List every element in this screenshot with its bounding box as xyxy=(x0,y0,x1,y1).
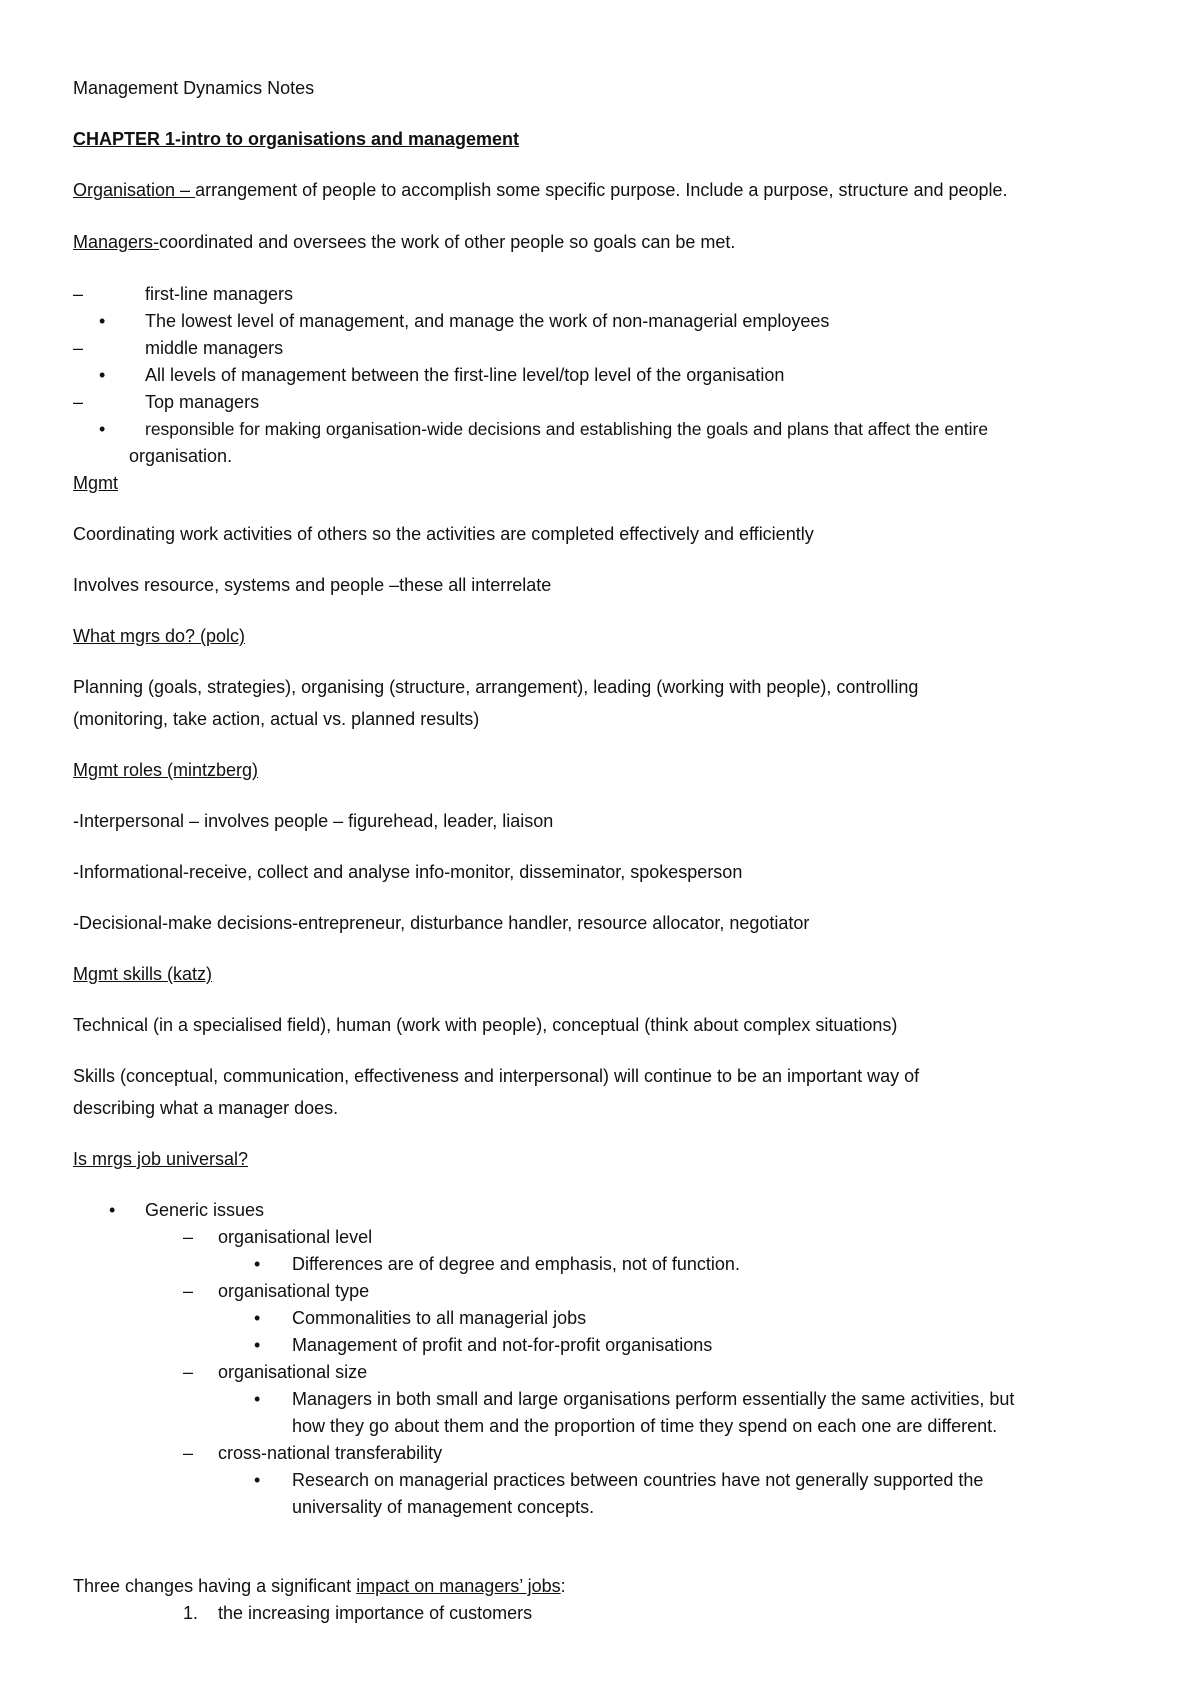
size-bullet-1-line-1: Managers in both small and large organisations perform essentially the same activities, but xyxy=(292,1389,1015,1409)
cross-bullet-1-line-1: Research on managerial practices between countries have not generally supported the xyxy=(292,1470,984,1490)
type-bullet-2: Management of profit and not-for-profit organisations xyxy=(292,1335,713,1355)
bullet-marker: • xyxy=(254,1335,261,1355)
dash-marker: – xyxy=(183,1227,194,1247)
dash-marker: – xyxy=(73,284,84,304)
organisational-level: organisational level xyxy=(218,1227,373,1247)
first-line-managers-label: first-line managers xyxy=(145,284,294,304)
bullet-marker: • xyxy=(254,1470,261,1490)
list-number: 1. xyxy=(183,1603,199,1623)
level-bullet-1: Differences are of degree and emphasis, not of function. xyxy=(292,1254,740,1274)
type-bullet-1: Commonalities to all managerial jobs xyxy=(292,1308,587,1328)
generic-issues: Generic issues xyxy=(145,1200,265,1220)
universal-heading: Is mrgs job universal? xyxy=(73,1149,249,1169)
mgmt-skills-heading: Mgmt skills (katz) xyxy=(73,964,212,984)
role-informational: -Informational-receive, collect and analyse info-monitor, disseminator, spokesperson xyxy=(73,862,743,882)
cross-national-transferability: cross-national transferability xyxy=(218,1443,443,1463)
size-bullet-1-line-2: how they go about them and the proportion of time they spend on each one are different. xyxy=(292,1416,998,1436)
middle-managers-label: middle managers xyxy=(145,338,284,358)
skills-paragraph-2-line-1: Skills (conceptual, communication, effectiveness and interpersonal) will continue to be an important way of xyxy=(73,1066,920,1086)
polc-line-2: (monitoring, take action, actual vs. planned results) xyxy=(73,709,480,729)
organisation-text: arrangement of people to accomplish some specific purpose. Include a purpose, structure and people. xyxy=(195,180,1008,200)
change-item-1: the increasing importance of customers xyxy=(218,1603,533,1623)
first-line-managers-desc: The lowest level of management, and manage the work of non-managerial employees xyxy=(145,311,830,331)
top-managers-label: Top managers xyxy=(145,392,260,412)
role-interpersonal: -Interpersonal – involves people – figurehead, leader, liaison xyxy=(73,811,554,831)
dash-marker: – xyxy=(183,1443,194,1463)
bullet-marker: • xyxy=(254,1254,261,1274)
bullet-marker: • xyxy=(109,1200,116,1220)
skills-paragraph-2-line-2: describing what a manager does. xyxy=(73,1098,339,1118)
changes-intro-colon: : xyxy=(560,1576,566,1596)
dash-marker: – xyxy=(183,1362,194,1382)
mgmt-paragraph-2: Involves resource, systems and people –these all interrelate xyxy=(73,575,552,595)
role-decisional: -Decisional-make decisions-entrepreneur, disturbance handler, resource allocator, negotiator xyxy=(73,913,810,933)
dash-marker: – xyxy=(73,338,84,358)
bullet-marker: • xyxy=(99,311,106,331)
mgmt-roles-heading: Mgmt roles (mintzberg) xyxy=(73,760,259,780)
dash-marker: – xyxy=(183,1281,194,1301)
changes-intro xyxy=(73,1575,566,1597)
chapter-heading: CHAPTER 1-intro to organisations and management xyxy=(73,129,520,149)
mgmt-heading: Mgmt xyxy=(73,473,118,493)
bullet-marker: • xyxy=(99,365,106,385)
bullet-marker: • xyxy=(99,419,106,439)
changes-intro-text: Three changes having a significant xyxy=(73,1576,357,1596)
managers-text: coordinated and oversees the work of other people so goals can be met. xyxy=(159,232,736,252)
cross-bullet-1-line-2: universality of management concepts. xyxy=(292,1497,595,1517)
polc-line-1: Planning (goals, strategies), organising (structure, arrangement), leading (working with people), controlling xyxy=(73,677,919,697)
changes-intro-underlined: impact on managers’ jobs xyxy=(356,1576,561,1596)
bullet-marker: • xyxy=(254,1308,261,1328)
top-managers-desc: responsible for making organisation-wide decisions and establishing the goals and plans that affect the entire xyxy=(145,419,989,439)
top-managers-desc-cont: organisation. xyxy=(129,446,233,466)
managers-definition xyxy=(73,231,735,253)
what-mgrs-do-heading: What mgrs do? (polc) xyxy=(73,626,246,646)
dash-marker: – xyxy=(73,392,84,412)
organisation-term: Organisation – xyxy=(73,180,196,200)
managers-term: Managers- xyxy=(73,232,160,252)
organisational-type: organisational type xyxy=(218,1281,370,1301)
organisation-definition xyxy=(73,179,1008,201)
doc-title: Management Dynamics Notes xyxy=(73,78,315,98)
mgmt-paragraph-1: Coordinating work activities of others so the activities are completed effectively and efficiently xyxy=(73,524,814,544)
bullet-marker: • xyxy=(254,1389,261,1409)
organisational-size: organisational size xyxy=(218,1362,368,1382)
skills-paragraph-1: Technical (in a specialised field), human (work with people), conceptual (think about complex situations) xyxy=(73,1015,898,1035)
middle-managers-desc: All levels of management between the first-line level/top level of the organisation xyxy=(145,365,785,385)
